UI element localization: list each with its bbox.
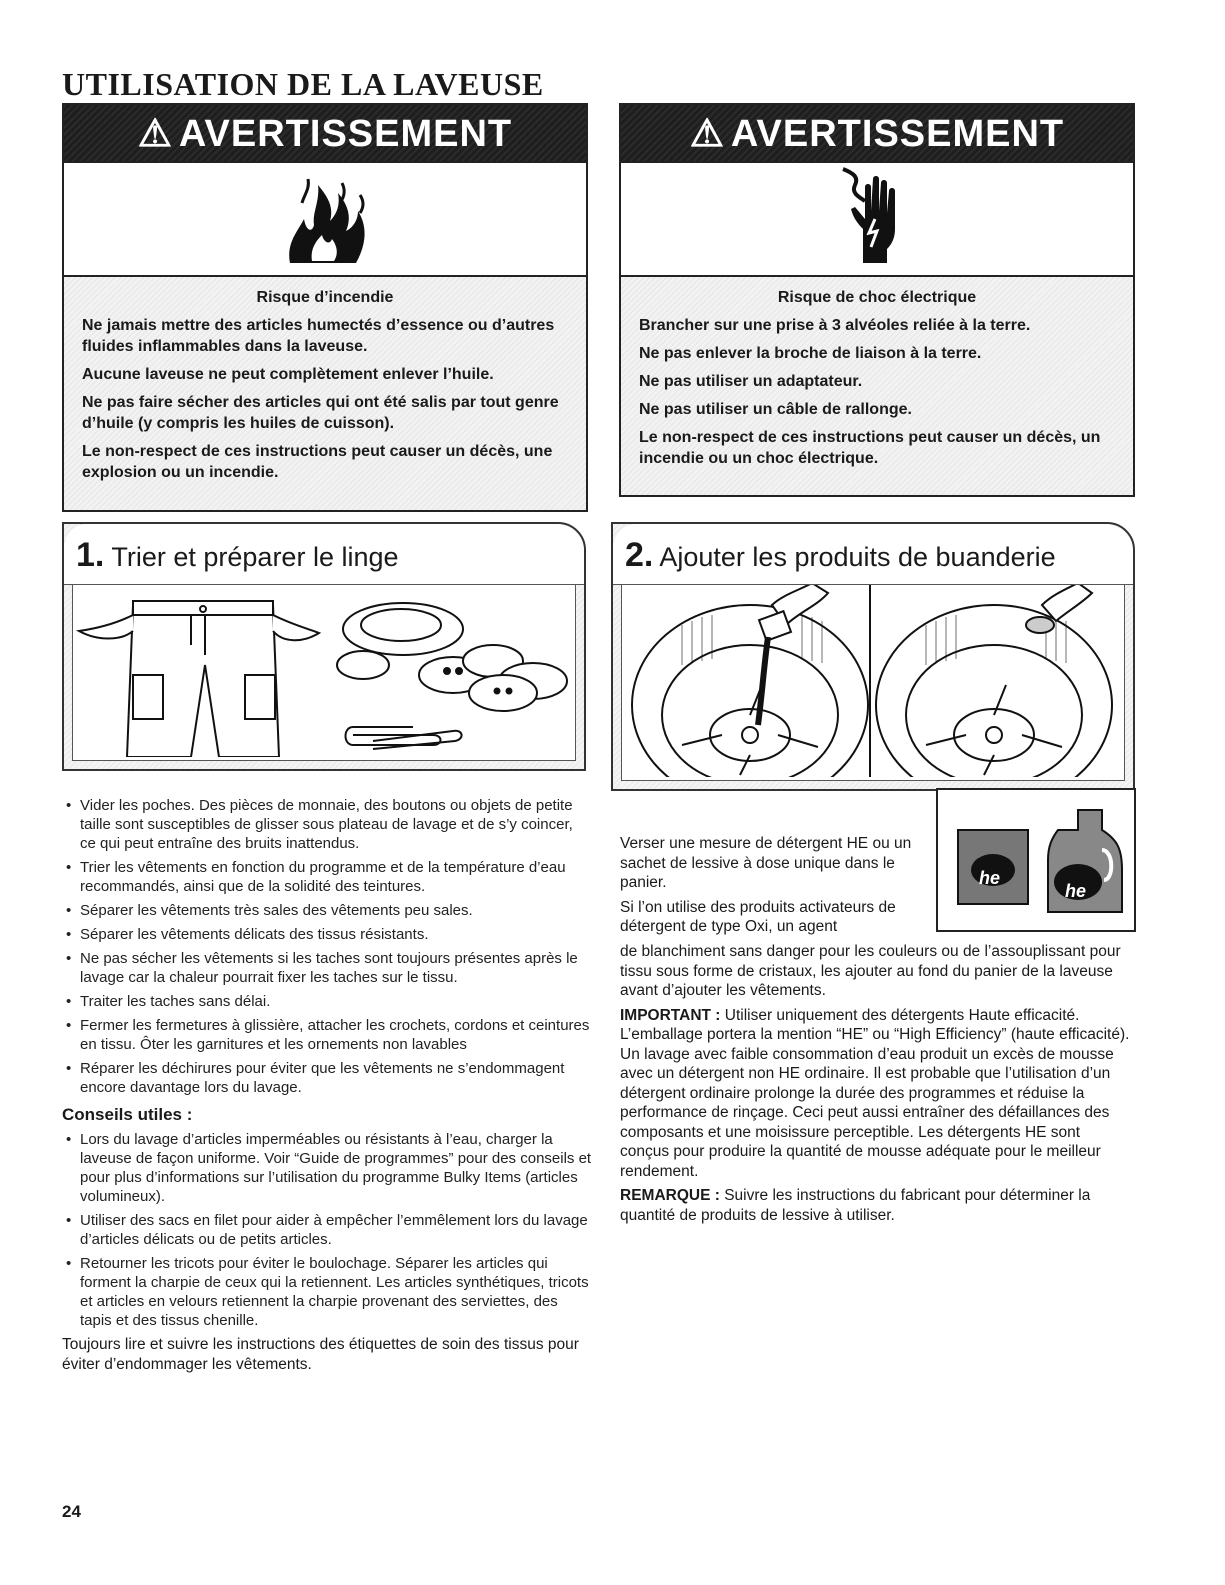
page-number: 24 (62, 1502, 81, 1521)
section-2-title: 2. Ajouter les produits de buanderie (625, 536, 1056, 574)
tips-heading: Conseils utiles : (62, 1105, 193, 1124)
electric-shock-hand-icon (841, 167, 911, 267)
list-item: • Fermer les fermetures à glissière, attacher les crochets, cordons et ceintures en tissu. Ôter les garnitures et les ornements non lavables (62, 1016, 592, 1054)
risk-heading: Risque de choc électrique (777, 289, 977, 306)
warning-text: Aucune laveuse ne peut complètement enlever l’huile. (82, 366, 494, 383)
electric-warning-box (619, 103, 1135, 497)
list-item: • Retourner les tricots pour éviter le boulochage. Séparer les articles qui forment la charpie de ceux qui la retiennent. Les articles synthétiques, tricots et articles en velours retiennent la charpie provenant des serviettes, des tapis et des tissus chenille. (62, 1254, 592, 1330)
warning-triangle-icon: ⚠ (689, 113, 725, 155)
intro-text: Si l’on utilise des produits activateurs de détergent de type Oxi, un agent (620, 898, 896, 935)
warning-text: Brancher sur une prise à 3 alvéoles reliée à la terre. (639, 317, 1031, 334)
warning-text: Ne pas utiliser un adaptateur. (639, 373, 863, 390)
fire-warning-box (62, 103, 588, 512)
note-text: REMARQUE : Suivre les instructions du fabricant pour déterminer la quantité de produits de lessive à utiliser. (620, 1187, 1091, 1224)
warning-text: Le non-respect de ces instructions peut causer un décès, une explosion ou un incendie. (82, 443, 553, 481)
pants-and-coins-illustration (72, 584, 576, 761)
list-item: • Trier les vêtements en fonction du programme et de la température d’eau recommandés, ainsi que de la solidité des teintures. (62, 858, 592, 896)
tips-list (62, 1130, 592, 1330)
list-item: • Vider les poches. Des pièces de monnaie, des boutons ou objets de petite taille sont susceptibles de glisser sous plateau de lavage et de s’y coincer, ce qui peut entraîne des bruits inattendus. (62, 796, 592, 853)
section-2-content (620, 942, 1130, 1230)
section-1-title: 1. Trier et préparer le linge (76, 536, 399, 574)
important-text: IMPORTANT : Utiliser uniquement des détergents Haute efficacité. L’emballage portera la mention “HE” ou “High Efficiency” (haute efficacité). Un lavage avec faible consommation d’eau produit un excès de mousse avec un détergent non HE ordinaire. Il est probable que l’utilisation d’un détergent ordinaire prolonge la durée des programmes et réduise la performance de rinçage. Ceci peut aussi entraîner des défaillances des composants et une moisissure perceptible. Les détergents HE sont conçus pour produire la quantité de mousse adéquate pour le meilleur rendement. (620, 1006, 1130, 1180)
list-item: • Utiliser des sacs en filet pour aider à empêcher l’emmêlement lors du lavage d’articles délicats ou de petits articles. (62, 1211, 592, 1249)
warning-text: Ne pas utiliser un câble de rallonge. (639, 401, 912, 418)
section-2-box (611, 522, 1135, 791)
warning-text: Le non-respect de ces instructions peut causer un décès, un incendie ou un choc électrique. (639, 429, 1101, 467)
he-logo: he (979, 868, 1001, 888)
list-item: • Traiter les taches sans délai. (62, 992, 592, 1011)
he-logo: he (1065, 881, 1087, 901)
washer-basket-illustration (621, 584, 1125, 781)
intro-text: Verser une mesure de détergent HE ou un sachet de lessive à dose unique dans le panier. (620, 835, 912, 891)
sorting-list (62, 796, 592, 1097)
warning-text: Ne jamais mettre des articles humectés d’essence ou d’autres fluides inflammables dans la laveuse. (82, 317, 555, 355)
detergent-pouring-illustration (622, 585, 1122, 777)
warning-header: ⚠ AVERTISSEMENT (64, 105, 586, 163)
list-item: • Réparer les déchirures pour éviter que les vêtements ne s’endommagent encore davantage lors du lavage. (62, 1059, 592, 1097)
warning-header: ⚠ AVERTISSEMENT (621, 105, 1133, 163)
list-item: • Lors du lavage d’articles imperméables ou résistants à l’eau, charger la laveuse de façon uniforme. Voir “Guide de programmes” pour des conseils et pour plus d’informations sur l’utilisation du programme Bulky Items (articles volumineux). (62, 1130, 592, 1206)
page-title: UTILISATION DE LA LAVEUSE (62, 66, 544, 102)
he-products-inset (936, 788, 1136, 932)
warning-triangle-icon: ⚠ (137, 113, 173, 155)
risk-heading: Risque d’incendie (256, 289, 394, 306)
section-2-intro (620, 834, 932, 937)
intro-text: de blanchiment sans danger pour les couleurs ou de l’assouplissant pour tissu sous forme de cristaux, les ajouter au fond du panier de la laveuse avant d’ajouter les vêtements. (620, 943, 1121, 999)
warning-text: Ne pas enlever la broche de liaison à la terre. (639, 345, 982, 362)
closing-text: Toujours lire et suivre les instructions des étiquettes de soin des tissus pour éviter d’endommager les vêtements. (62, 1336, 579, 1373)
warning-text: Ne pas faire sécher des articles qui ont été salis par tout genre d’huile (y compris les huiles de cuisson). (82, 394, 559, 432)
list-item: • Séparer les vêtements délicats des tissus résistants. (62, 925, 592, 944)
fire-icon (282, 173, 372, 267)
list-item: • Ne pas sécher les vêtements si les taches sont toujours présentes après le lavage car la chaleur pourrait fixer les taches sur le tissu. (62, 949, 592, 987)
section-1-box (62, 522, 586, 771)
list-item: • Séparer les vêtements très sales des vêtements peu sales. (62, 901, 592, 920)
sorting-illustration (73, 585, 573, 757)
section-1-content (62, 796, 592, 1379)
